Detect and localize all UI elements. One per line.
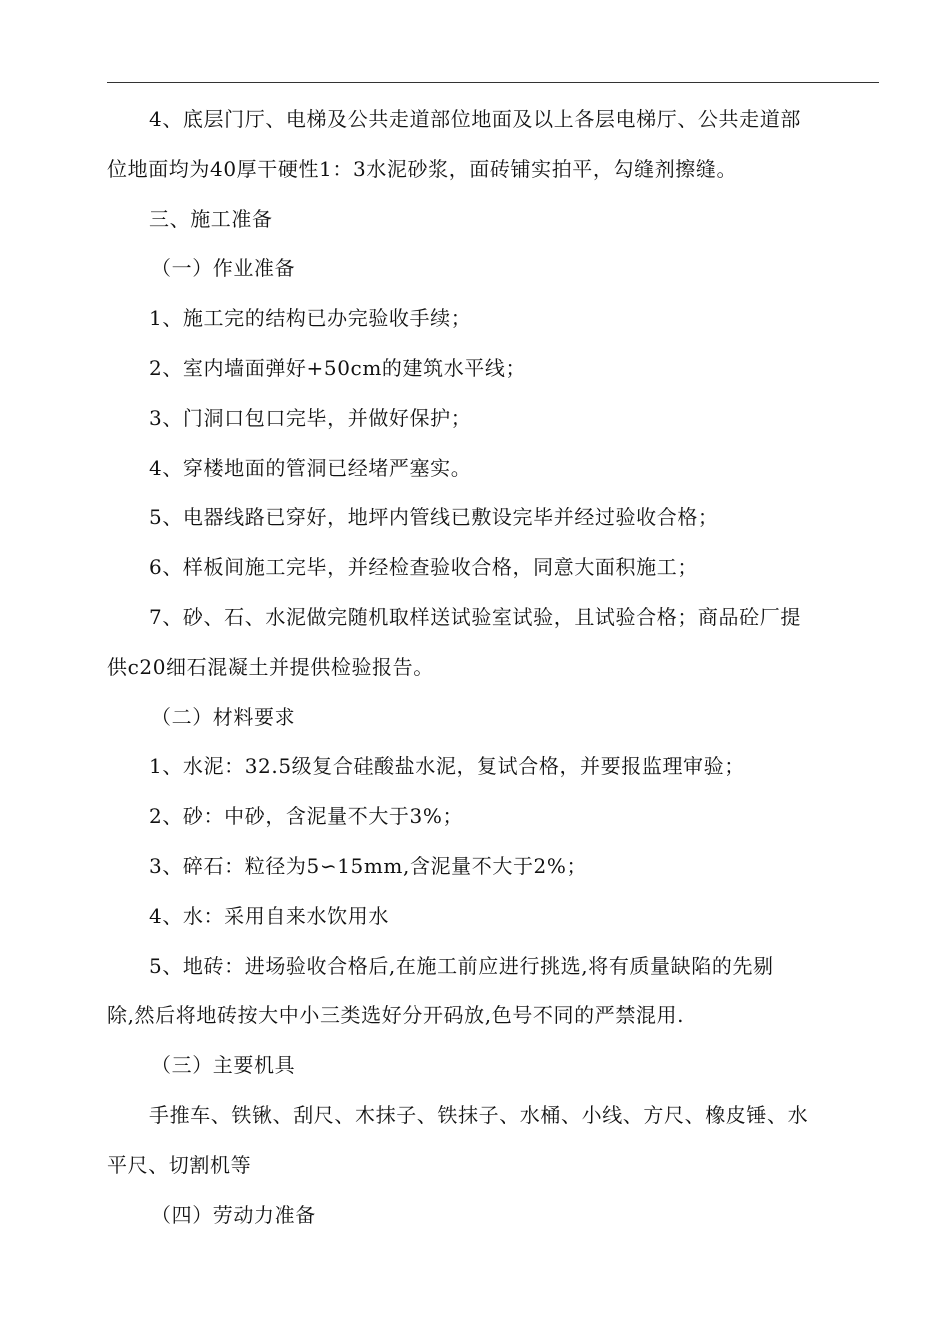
text-line-2: 位地面均为40厚干硬性1：3水泥砂浆，面砖铺实拍平，勾缝剂擦缝。 [107, 156, 738, 181]
subsection-heading: （三）主要机具 [151, 1053, 296, 1078]
subsection-heading: （四）劳动力准备 [151, 1202, 316, 1227]
text-line-22: 平尺、切割机等 [107, 1152, 252, 1177]
text-line-8: 4、穿楼地面的管洞已经堵严塞实。 [149, 455, 472, 480]
section-heading: 三、施工准备 [149, 206, 273, 231]
text-line-7: 3、门洞口包口完毕，并做好保护； [149, 405, 472, 430]
text-line-14: 1、水泥：32.5级复合硅酸盐水泥，复试合格，并要报监理审验； [149, 754, 745, 779]
text-line-17: 4、水：采用自来水饮用水 [149, 903, 389, 928]
text-line-21: 手推车、铁锹、刮尺、木抹子、铁抹子、水桶、小线、方尺、橡皮锤、水 [149, 1102, 809, 1127]
text-line-10: 6、样板间施工完毕，并经检查验收合格，同意大面积施工； [149, 555, 698, 580]
text-line-18: 5、地砖：进场验收合格后,在施工前应进行挑选,将有质量缺陷的先剔 [149, 953, 774, 978]
text-line-5: 1、施工完的结构已办完验收手续； [149, 306, 472, 331]
subsection-heading: （二）材料要求 [151, 704, 296, 729]
header-rule [107, 82, 879, 83]
text-line-19: 除,然后将地砖按大中小三类选好分开码放,色号不同的严禁混用. [107, 1003, 685, 1028]
document-body [107, 95, 867, 1240]
text-line-6: 2、室内墙面弹好+50cm的建筑水平线； [149, 355, 527, 380]
text-line-15: 2、砂：中砂，含泥量不大于3%； [149, 804, 464, 829]
text-line-9: 5、电器线路已穿好，地坪内管线已敷设完毕并经过验收合格； [149, 505, 719, 530]
text-line-16: 3、碎石：粒径为5∽15mm,含泥量不大于2%； [149, 853, 588, 878]
subsection-heading: （一）作业准备 [151, 256, 296, 281]
text-line-12: 供c20细石混凝土并提供检验报告。 [107, 654, 434, 679]
text-line-11: 7、砂、石、水泥做完随机取样送试验室试验，且试验合格；商品砼厂提 [149, 604, 801, 629]
text-line-1: 4、底层门厅、电梯及公共走道部位地面及以上各层电梯厅、公共走道部 [149, 107, 801, 131]
